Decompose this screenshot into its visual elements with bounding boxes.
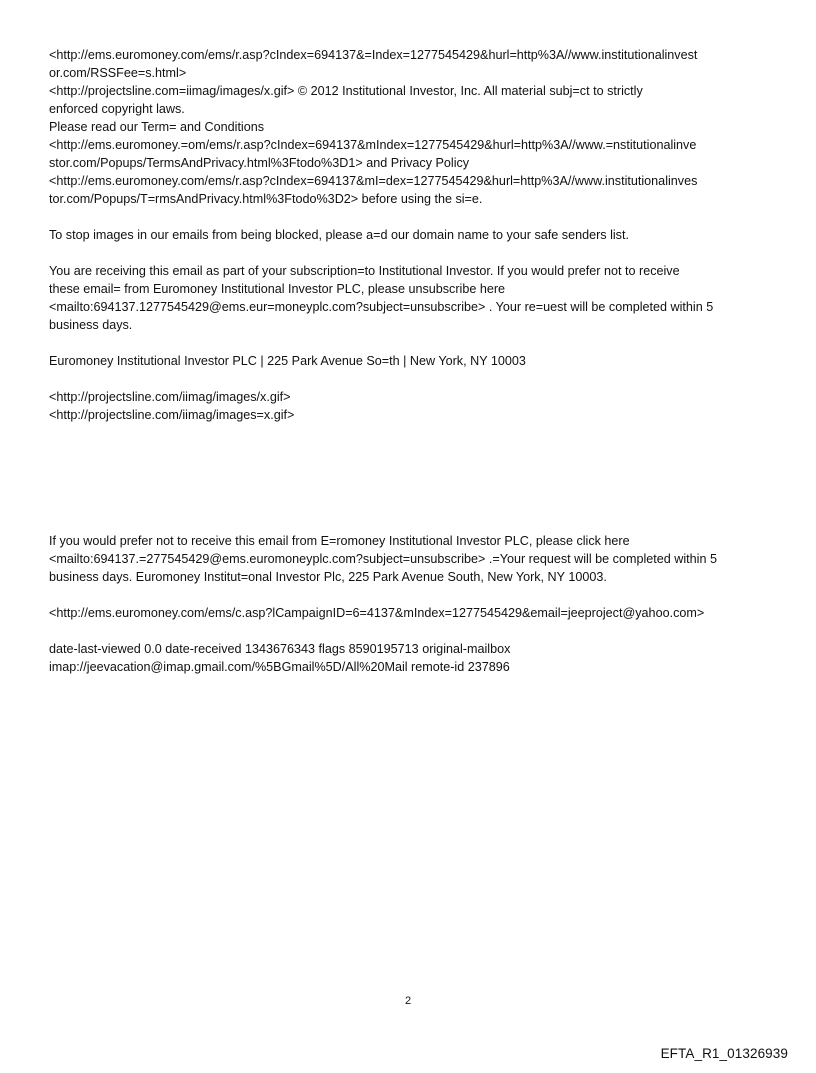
text-line: enforced copyright laws. — [49, 102, 185, 116]
text-line: tor.com/Popups/T=rmsAndPrivacy.html%3Ftodo%3D2> before using the si=e. — [49, 192, 483, 206]
text-line: <http://ems.euromoney.=om/ems/r.asp?cIndex=694137&mIndex=1277545429&hurl=http%3A//www.=nstitutionalinve — [49, 138, 697, 152]
text-line: these email= from Euromoney Institutional Investor PLC, please unsubscribe here — [49, 282, 506, 296]
text-line: <mailto:694137.1277545429@ems.eur=moneyplc.com?subject=unsubscribe> . Your re=uest will be completed within 5 — [49, 300, 714, 314]
address-block — [49, 352, 777, 370]
email-metadata-block — [49, 640, 777, 676]
text-line: <mailto:694137.=277545429@ems.euromoneyplc.com?subject=unsubscribe> .=Your request will be completed within 5 — [49, 552, 717, 566]
text-line: If you would prefer not to receive this email from E=romoney Institutional Investor PLC, please click here — [49, 534, 630, 548]
document-id: EFTA_R1_01326939 — [660, 1046, 788, 1061]
campaign-link-block — [49, 604, 777, 622]
text-line: or.com/RSSFee=s.html> — [49, 66, 187, 80]
text-line: stor.com/Popups/TermsAndPrivacy.html%3Ftodo%3D1> and Privacy Policy — [49, 156, 470, 170]
subscription-notice-block — [49, 262, 777, 334]
text-line: <http://projectsline.com/iimag/images=x.gif> — [49, 408, 295, 422]
text-line: You are receiving this email as part of your subscription=to Institutional Investor. If you would prefer not to receive — [49, 264, 680, 278]
text-line: <http://projectsline.com/iimag/images/x.gif> — [49, 390, 291, 404]
text-line: To stop images in our emails from being blocked, please a=d our domain name to your safe senders list. — [49, 228, 629, 242]
text-line: business days. — [49, 318, 133, 332]
image-links-block — [49, 388, 777, 424]
text-line: <http://ems.euromoney.com/ems/r.asp?cIndex=694137&mI=dex=1277545429&hurl=http%3A//www.institutionalinves — [49, 174, 698, 188]
text-line: <http://ems.euromoney.com/ems/r.asp?cIndex=694137&=Index=1277545429&hurl=http%3A//www.institutionalinvest — [49, 48, 698, 62]
copyright-links-block — [49, 46, 777, 208]
text-line: date-last-viewed 0.0 date-received 1343676343 flags 8590195713 original-mailbox — [49, 642, 511, 656]
text-line: Please read our Term= and Conditions — [49, 120, 265, 134]
page-number: 2 — [404, 995, 412, 1007]
document-body — [49, 46, 777, 676]
unsubscribe-block — [49, 532, 777, 586]
text-line: <http://projectsline.com=iimag/images/x.gif> © 2012 Institutional Investor, Inc. All material subj=ct to strictly — [49, 84, 643, 98]
images-notice-block — [49, 226, 777, 244]
text-line: business days. Euromoney Institut=onal Investor Plc, 225 Park Avenue South, New York, NY 10003. — [49, 570, 607, 584]
text-line: imap://jeevacation@imap.gmail.com/%5BGmail%5D/All%20Mail remote-id 237896 — [49, 660, 510, 674]
text-line: Euromoney Institutional Investor PLC | 225 Park Avenue So=th | New York, NY 10003 — [49, 354, 526, 368]
text-line: <http://ems.euromoney.com/ems/c.asp?lCampaignID=6=4137&mIndex=1277545429&email=jeeproject@yahoo.com> — [49, 606, 705, 620]
